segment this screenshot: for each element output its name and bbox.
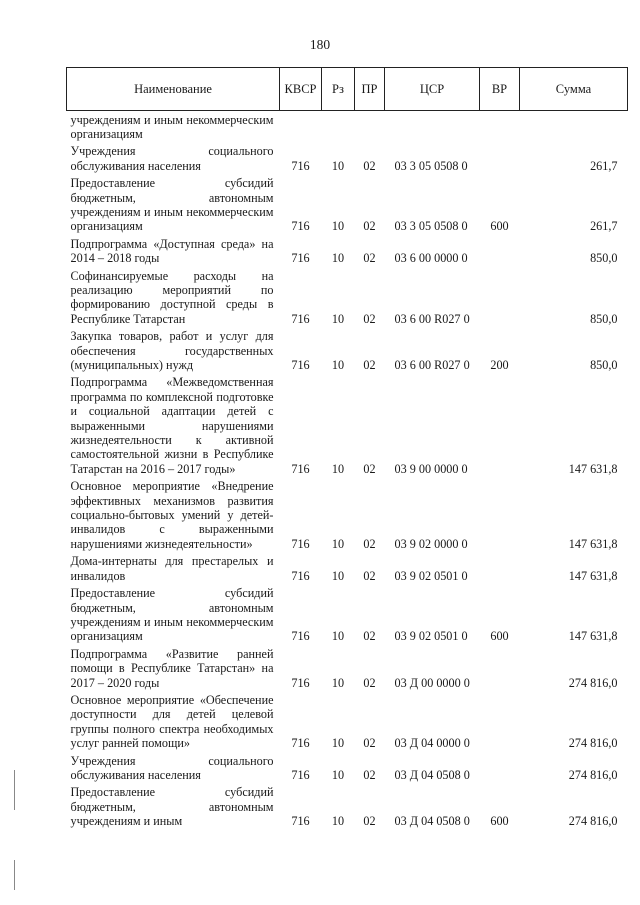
row-csr: 03 Д 04 0508 0 [394, 814, 470, 829]
header-sum: Сумма [520, 68, 628, 111]
row-rz: 10 [331, 629, 345, 644]
row-pr: 02 [363, 358, 376, 372]
row-pr: 02 [363, 311, 376, 326]
row-rz: 10 [331, 219, 345, 234]
table-body [67, 111, 628, 831]
row-csr: 03 9 00 0000 0 [394, 461, 468, 476]
page-number: 180 [309, 37, 331, 52]
row-rz: 10 [331, 251, 345, 266]
table-row [67, 328, 628, 374]
row-rz [322, 111, 355, 143]
row-sum [520, 111, 628, 143]
row-name: Предоставление субсидий бюджетным, автономным учреждениям и иным некоммерческим организациям [70, 586, 274, 644]
row-sum: 147 631,8 [568, 629, 618, 644]
table-row [67, 645, 628, 691]
row-kvsr: 716 [291, 568, 310, 583]
row-name: Подпрограмма «Развитие ранней помощи в Республике Татарстан» на 2017 – 2020 годы [70, 646, 274, 690]
row-kvsr: 716 [291, 675, 310, 690]
row-csr: 03 3 05 0508 0 [394, 158, 468, 173]
row-pr: 02 [363, 675, 376, 690]
row-name: Дома-интернаты для престарелых и инвалидов [70, 554, 274, 583]
row-rz: 10 [331, 536, 345, 551]
row-csr: 03 3 05 0508 0 [394, 219, 468, 234]
row-sum: 850,0 [590, 251, 618, 266]
row-csr: 03 Д 04 0508 0 [394, 767, 470, 782]
table-row [67, 691, 628, 752]
row-pr: 02 [363, 158, 376, 173]
row-vr [480, 478, 520, 553]
row-vr: 600 [490, 219, 509, 234]
row-rz: 10 [331, 767, 345, 782]
row-sum: 274 816,0 [568, 736, 618, 751]
table-row [67, 553, 628, 585]
row-name: Подпрограмма «Доступная среда» на 2014 – 2018 годы [70, 236, 274, 266]
row-name: Учреждения социального обслуживания населения [70, 753, 274, 782]
header-pr: ПР [355, 68, 385, 111]
row-vr [480, 645, 520, 691]
row-sum: 274 816,0 [568, 814, 618, 829]
row-sum: 261,7 [590, 158, 618, 173]
row-csr: 03 9 02 0000 0 [394, 536, 468, 551]
row-kvsr: 716 [291, 311, 310, 326]
row-name: учреждениям и иным некоммерческим организациям [70, 112, 274, 141]
row-vr [480, 143, 520, 175]
header-csr: ЦСР [385, 68, 480, 111]
row-pr: 02 [363, 814, 376, 829]
row-name: Основное мероприятие «Внедрение эффективных механизмов развития социально-бытовых умений у детей-инвалидов с выраженными нарушениями жизнедеятельности» [70, 479, 274, 551]
row-kvsr: 716 [291, 461, 310, 476]
row-sum: 147 631,8 [568, 461, 618, 476]
row-name: Учреждения социального обслуживания населения [70, 144, 274, 173]
row-vr [480, 267, 520, 328]
row-sum: 147 631,8 [568, 536, 618, 551]
table-row [67, 267, 628, 328]
row-sum: 850,0 [590, 358, 618, 372]
row-pr: 02 [363, 461, 376, 476]
row-sum: 274 816,0 [568, 675, 618, 690]
row-csr: 03 9 02 0501 0 [394, 568, 468, 583]
row-sum: 261,7 [590, 219, 618, 234]
row-csr: 03 9 02 0501 0 [394, 629, 468, 644]
table-row [67, 175, 628, 236]
row-kvsr: 716 [291, 536, 310, 551]
row-csr: 03 6 00 R027 0 [394, 311, 470, 326]
table-row [67, 585, 628, 646]
row-vr [480, 374, 520, 478]
row-rz: 10 [331, 568, 345, 583]
header-vr: ВР [480, 68, 520, 111]
row-sum: 274 816,0 [568, 767, 618, 782]
row-name: Предоставление субсидий бюджетным, автономным учреждениям и иным [70, 785, 274, 829]
row-rz: 10 [331, 158, 345, 173]
row-pr: 02 [363, 536, 376, 551]
row-kvsr: 716 [291, 158, 310, 173]
row-vr: 200 [490, 358, 509, 372]
row-kvsr [280, 111, 322, 143]
budget-table [66, 67, 628, 830]
row-pr: 02 [363, 568, 376, 583]
row-rz: 10 [331, 311, 345, 326]
row-pr: 02 [363, 767, 376, 782]
row-rz: 10 [331, 814, 345, 829]
header-kvsr: КВСР [280, 68, 322, 111]
row-pr: 02 [363, 629, 376, 644]
row-sum: 147 631,8 [568, 568, 618, 583]
row-name: Основное мероприятие «Обеспечение доступности для детей целевой группы полного спектра необходимых услуг ранней помощи» [70, 692, 274, 751]
header-rz: Рз [322, 68, 355, 111]
row-kvsr: 716 [291, 736, 310, 751]
table-row [67, 235, 628, 267]
row-vr: 600 [490, 629, 509, 644]
row-name: Закупка товаров, работ и услуг для обеспечения государственных (муниципальных) нужд [70, 329, 274, 372]
row-name: Софинансируемые расходы на реализацию мероприятий по формированию доступной среды в Республике Татарстан [70, 268, 274, 326]
row-pr: 02 [363, 251, 376, 266]
row-rz: 10 [331, 461, 345, 476]
table-row [67, 784, 628, 830]
row-pr: 02 [363, 736, 376, 751]
row-name: Предоставление субсидий бюджетным, автономным учреждениям и иным некоммерческим организациям [70, 176, 274, 234]
row-kvsr: 716 [291, 219, 310, 234]
row-vr [480, 553, 520, 585]
table-row [67, 478, 628, 553]
row-rz: 10 [331, 736, 345, 751]
row-vr [480, 111, 520, 143]
row-csr: 03 Д 04 0000 0 [394, 736, 470, 751]
row-kvsr: 716 [291, 629, 310, 644]
row-rz: 10 [331, 358, 345, 372]
row-kvsr: 716 [291, 767, 310, 782]
table-header-row [67, 68, 628, 111]
table-row [67, 374, 628, 478]
row-vr [480, 752, 520, 784]
table-row [67, 752, 628, 784]
margin-mark [14, 860, 15, 890]
row-sum: 850,0 [590, 311, 618, 326]
row-kvsr: 716 [291, 358, 310, 372]
margin-mark [14, 770, 15, 810]
table-row [67, 143, 628, 175]
row-vr [480, 691, 520, 752]
row-csr: 03 Д 00 0000 0 [394, 675, 470, 690]
row-rz: 10 [331, 675, 345, 690]
row-csr: 03 6 00 0000 0 [394, 251, 468, 266]
row-kvsr: 716 [291, 251, 310, 266]
row-kvsr: 716 [291, 814, 310, 829]
row-vr: 600 [490, 814, 509, 829]
header-name: Наименование [67, 68, 280, 111]
row-name: Подпрограмма «Межведомственная программа по комплексной подготовке и социальной адаптации детей с выраженными нарушениями жизнедеятельности к активной самостоятельной жизни в Республике Татарстан на 2016 – 2017 годы» [70, 375, 274, 476]
row-vr [480, 235, 520, 267]
row-csr [385, 111, 480, 143]
row-csr: 03 6 00 R027 0 [394, 358, 470, 372]
table-row [67, 111, 628, 143]
row-pr [355, 111, 385, 143]
row-pr: 02 [363, 219, 376, 234]
